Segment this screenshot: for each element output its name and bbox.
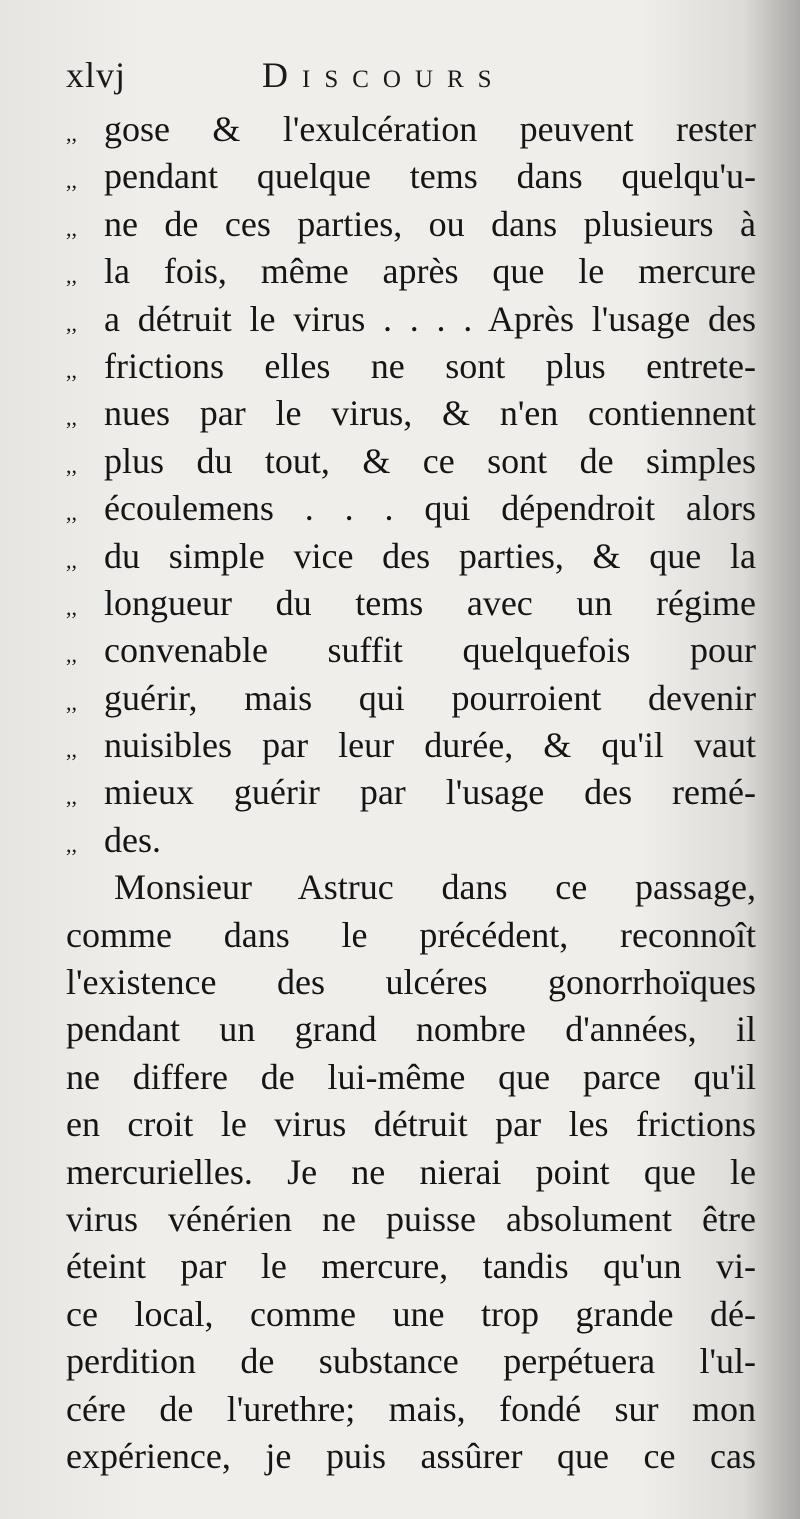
quotation-mark: ,, xyxy=(66,452,77,478)
line-text: éteint par le mercure, tandis qu'un vi- xyxy=(66,1246,756,1287)
line-text: du simple vice des parties, & que la xyxy=(104,535,756,576)
line-text: cére de l'urethre; mais, fondé sur mon xyxy=(66,1388,756,1429)
text-line xyxy=(66,1338,756,1385)
text-line xyxy=(66,438,756,485)
text-line xyxy=(66,1433,756,1480)
line-text: en croit le virus détruit par les frictions xyxy=(66,1104,756,1145)
text-line xyxy=(66,864,756,911)
text-line xyxy=(66,580,756,627)
text-line xyxy=(66,1149,756,1196)
line-text: comme dans le précédent, reconnoît xyxy=(66,914,756,955)
line-text: mercurielles. Je ne nierai point que le xyxy=(66,1151,756,1192)
line-text: a détruit le virus . . . . Après l'usage des xyxy=(104,298,756,339)
line-text: frictions elles ne sont plus entrete- xyxy=(104,345,756,386)
text-line xyxy=(66,485,756,532)
quotation-mark: ,, xyxy=(66,594,77,620)
line-text: ne differe de lui-même que parce qu'il xyxy=(66,1056,756,1097)
quotation-mark: ,, xyxy=(66,500,77,526)
running-head: Discours xyxy=(262,55,506,95)
quotation-mark: ,, xyxy=(66,547,77,573)
quotation-mark: ,, xyxy=(66,310,77,336)
quotation-mark: ,, xyxy=(66,168,77,194)
line-text: pendant quelque tems dans quelqu'u- xyxy=(104,156,756,197)
line-text: plus du tout, & ce sont de simples xyxy=(104,440,756,481)
text-line xyxy=(66,1243,756,1290)
text-line xyxy=(66,296,756,343)
line-text: l'existence des ulcéres gonorrhoïques xyxy=(66,962,756,1003)
line-text: pendant un grand nombre d'années, il xyxy=(66,1009,756,1050)
text-line xyxy=(66,1006,756,1053)
text-line xyxy=(66,912,756,959)
text-line xyxy=(66,769,756,816)
text-line xyxy=(66,1386,756,1433)
text-line xyxy=(66,722,756,769)
line-text: gose & l'exulcération peuvent rester xyxy=(104,109,756,149)
line-text: perdition de substance perpétuera l'ul- xyxy=(66,1341,756,1382)
text-line xyxy=(66,390,756,437)
line-text: nuisibles par leur durée, & qu'il vaut xyxy=(104,725,756,766)
quotation-mark: ,, xyxy=(66,642,77,668)
text-line xyxy=(66,533,756,580)
quotation-mark: ,, xyxy=(66,831,77,857)
text-line xyxy=(66,817,756,864)
line-text: guérir, mais qui pourroient devenir xyxy=(104,677,756,718)
line-text: écoulemens . . . qui dépendroit alors xyxy=(104,488,756,529)
quotation-mark: ,, xyxy=(66,357,77,383)
text-line xyxy=(66,1054,756,1101)
text-line xyxy=(66,627,756,674)
quotation-mark: ,, xyxy=(66,689,77,715)
text-line xyxy=(66,201,756,248)
line-text: longueur du tems avec un régime xyxy=(104,582,756,623)
line-text: ne de ces parties, ou dans plusieurs à xyxy=(104,203,756,244)
text-line xyxy=(66,248,756,295)
text-line xyxy=(66,959,756,1006)
text-line xyxy=(66,153,756,200)
line-text: expérience, je puis assûrer que ce cas xyxy=(66,1435,756,1476)
quotation-mark: ,, xyxy=(66,263,77,289)
quotation-mark: ,, xyxy=(66,737,77,763)
quotation-mark: ,, xyxy=(66,784,77,810)
text-line xyxy=(66,675,756,722)
quotation-mark: ,, xyxy=(66,215,77,241)
line-text: convenable suffit quelquefois pour xyxy=(104,630,756,671)
line-text: nues par le virus, & n'en contiennent xyxy=(104,393,756,434)
line-text: des. xyxy=(104,819,161,860)
text-line xyxy=(66,343,756,390)
line-text: ce local, comme une trop grande dé- xyxy=(66,1293,756,1334)
line-text: Monsieur Astruc dans ce passage, xyxy=(114,867,756,908)
page-header xyxy=(66,54,766,98)
line-text: mieux guérir par l'usage des remé- xyxy=(104,772,756,813)
body-text xyxy=(66,106,756,1480)
line-text: virus vénérien ne puisse absolument être xyxy=(66,1198,756,1239)
text-line xyxy=(66,106,756,153)
quotation-mark: ,, xyxy=(66,405,77,431)
line-text: la fois, même après que le mercure xyxy=(104,251,756,292)
quotation-mark: ,, xyxy=(66,121,77,146)
text-line xyxy=(66,1196,756,1243)
text-line xyxy=(66,1101,756,1148)
text-line xyxy=(66,1291,756,1338)
page-number: xlvj xyxy=(66,55,127,95)
